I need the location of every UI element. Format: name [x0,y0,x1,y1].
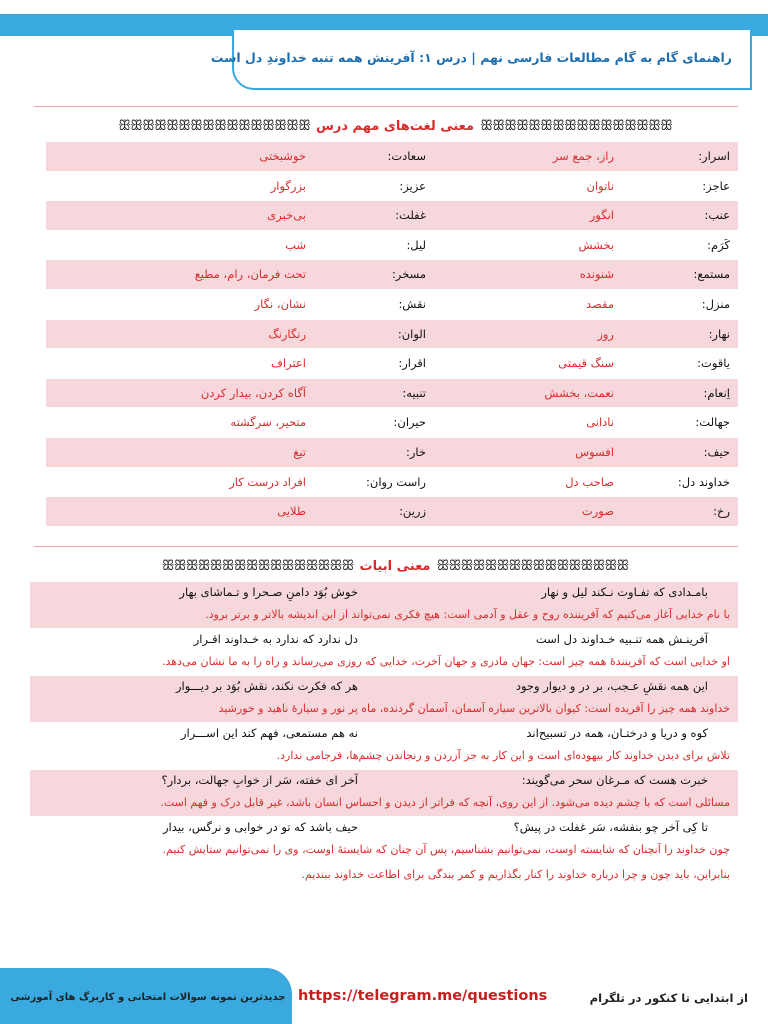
vocab-word: خار: [405,444,426,459]
verse-second-hemistich: حیف باشد که تو در خوابی و نرگس، بیدار [163,820,358,834]
page-title: راهنمای گام به گام مطالعات فارسی نهم | درس ۱: آفرینش همه تنبه خداوندِ دل است [210,50,732,65]
poem-block [30,629,738,676]
vocab-meaning: بی‌خبری [267,208,306,223]
verse-meaning: مسائلی است که با چشم دیده می‌شود. از این روی، آنچه که فراتر از دیدن و احساس انسان باشد، غیر قابل درک و فهم است. [160,796,730,809]
verse-second-hemistich: دل ندارد که ندارد به خـداوند اقـرار [193,632,358,646]
verse-meaning: با نام خدایی آغاز می‌کنیم که آفریننده روح و عقل و آدمی است: هیچ فکری نمی‌تواند از این اندیشه بالاتر و برتر برود. [205,608,730,621]
vocab-word: نهار: [708,326,730,341]
verse-line [30,723,738,744]
vocab-word: تنبیه: [402,385,426,400]
vocab-meaning: انگور [589,208,614,223]
verse-meaning: او خدایی است که آفرینندهٔ همه چیز است: جهان مادری و جهان آخرت، خدایی که روزی می‌رساند و راه را به ما نشان می‌دهد. [162,655,730,668]
vocab-section-title: معنی لغت‌های مهم درس [315,118,475,134]
vocab-word: جهالت: [695,415,730,430]
table-row [46,320,738,350]
poem-block [30,723,738,770]
vocab-word: منزل: [701,296,730,311]
vocab-word: حیف: [703,444,730,459]
verse-first-hemistich: خبرت هست که مـرغان سحر می‌گویند: [521,773,708,787]
vocab-meaning: تیغ [293,444,306,459]
vocab-word: عنب: [704,208,730,223]
table-row [46,438,738,468]
vocab-word: مستمع: [693,267,730,282]
ornament-right: ꕥꕥꕥꕥꕥꕥꕥꕥꕥꕥꕥꕥꕥꕥꕥꕥ [436,558,629,574]
vocab-word: غفلت: [395,208,426,223]
vocab-meaning: راز، جمع سر [552,149,614,163]
vocab-meaning: شنونده [579,267,614,282]
verse-meaning: بنابراین، باید چون و چرا درباره خداوند را کنار بگذاریم و کمر بندگی برای اطاعت خداوند ببندیم. [301,868,730,881]
vocab-meaning: بخشش [578,237,614,252]
poem-block [30,582,738,629]
verse-line [30,770,738,791]
table-row [46,497,738,527]
header-divider [34,106,738,107]
poems-section-title: معنی ابیات [359,558,431,574]
ornament-right: ꕥꕥꕥꕥꕥꕥꕥꕥꕥꕥꕥꕥꕥꕥꕥꕥ [480,118,672,134]
table-row [46,231,738,261]
verse-first-hemistich: تا کِی آخر چو بنفشه، سَر غفلت در پیش؟ [513,820,708,834]
vocab-meaning: افراد درست کار [229,474,306,489]
verse-second-hemistich: هر که فکرت نکند، نقش بُوَد بر دیـــوار [175,679,358,693]
header-box [210,28,752,90]
poem-block [30,817,738,889]
vocab-word: لیل: [406,237,426,252]
verse-first-hemistich: این همه نقشِ عـجب، بر در و دیوار وجود [515,679,708,693]
table-row [46,468,738,498]
ornament-left: ꕥꕥꕥꕥꕥꕥꕥꕥꕥꕥꕥꕥꕥꕥꕥꕥ [118,118,310,134]
footer-tab-text: جدیدترین نمونه سوالات امتحانی و کاربرگ های آموزشی [10,992,286,1003]
vocab-word: رخ: [713,504,730,519]
section-divider [34,546,738,547]
table-row [46,408,738,438]
verse-line [30,817,738,838]
ornament-left: ꕥꕥꕥꕥꕥꕥꕥꕥꕥꕥꕥꕥꕥꕥꕥꕥ [161,558,354,574]
vocab-word: اِنعام: [703,385,730,400]
poem-block [30,676,738,723]
verse-second-hemistich: آخر ای خفته، سَر از خوابِ جهالت، بردار؟ [161,773,358,787]
verse-meaning: خداوند همه چیز را آفریده است: کیوان بالاترین سیاره آسمان، آسمان گردنده، ماه پر نور و سیارهٔ ناهید و خورشید [218,702,730,715]
vocab-meaning: ناتوان [586,178,614,193]
table-row [46,142,738,172]
vocab-meaning: افسوس [575,444,614,459]
poem-block [30,770,738,817]
vocab-section-header [118,116,672,136]
vocab-meaning: صورت [581,504,614,519]
verse-second-hemistich: خوش بُوَد دامنِ صـحرا و تـماشای بهار [179,585,358,599]
vocab-table [46,142,738,527]
table-row [46,379,738,409]
verse-line [30,582,738,603]
poems-list [30,582,738,889]
verse-second-hemistich: نه هم مستمعی، فهم کند این اســـرار [180,726,358,740]
poems-section-header [150,556,640,576]
vocab-word: اسرار: [698,149,730,163]
vocab-meaning: متحیر، سرگشته [230,415,306,430]
verse-first-hemistich: بامـدادی که تفـاوت نـکند لیل و نهار [541,585,708,599]
vocab-meaning: مقصد [586,296,614,311]
vocab-word: عزیز: [399,178,426,193]
vocab-meaning: صاحب دل [565,474,614,489]
vocab-word: یاقوت: [697,356,730,371]
telegram-link[interactable]: https://telegram.me/questions [298,988,548,1004]
verse-line [30,676,738,697]
vocab-word: نقش: [398,296,426,311]
vocab-word: اقرار: [398,356,426,371]
vocab-meaning: تحت فرمان، رام، مطیع [194,267,306,282]
vocab-word: راست روان: [366,474,426,489]
vocab-word: خداوند دل: [677,474,730,489]
verse-first-hemistich: آفرینـش همه تنـبیه خـداوند دل است [535,632,708,646]
vocab-word: سعادت: [387,149,426,163]
vocab-meaning: طلایی [277,504,306,519]
verse-meaning: تلاش برای دیدن خداوند کار بیهوده‌ای است و این کار به جز آزردن و رنجاندن چشم‌ها، فرجامی ندارد. [276,749,730,762]
vocab-meaning: نشان، نگار [254,296,306,311]
verse-meaning: چون خداوند را آنچنان که شایسته اوست، نمی‌توانیم بشناسیم، پس آن چنان که شایستهٔ اوست، وی را نمی‌توانیم ستایش کنیم. [162,843,730,856]
vocab-meaning: بزرگوار [270,178,306,193]
vocab-word: زرین: [399,504,426,519]
vocab-word: حیران: [393,415,426,430]
vocab-word: مسخر: [391,267,426,282]
vocab-meaning: رنگارنگ [268,326,306,341]
table-row [46,260,738,290]
table-row [46,201,738,231]
verse-line [30,629,738,650]
vocab-meaning: شب [285,237,306,252]
vocab-meaning: نادانی [586,415,614,430]
table-row [46,172,738,202]
vocab-meaning: سنگ قیمتی [558,356,614,371]
vocab-meaning: روز [597,326,614,341]
footer-text: از ابتدایی تا کنکور در تلگرام [589,991,748,1005]
vocab-word: الوان: [397,326,426,341]
verse-first-hemistich: کوه و دریا و درختـان، همه در تسبیح‌اند [526,726,708,740]
vocab-meaning: اعتراف [271,356,306,371]
vocab-word: عاجز: [702,178,730,193]
vocab-meaning: خوشبختی [259,149,306,163]
vocab-meaning: نعمت، بخشش [544,385,614,400]
table-row [46,290,738,320]
vocab-word: کَرَم: [707,237,730,252]
vocab-meaning: آگاه کردن، بیدار کردن [200,385,306,400]
table-row [46,349,738,379]
